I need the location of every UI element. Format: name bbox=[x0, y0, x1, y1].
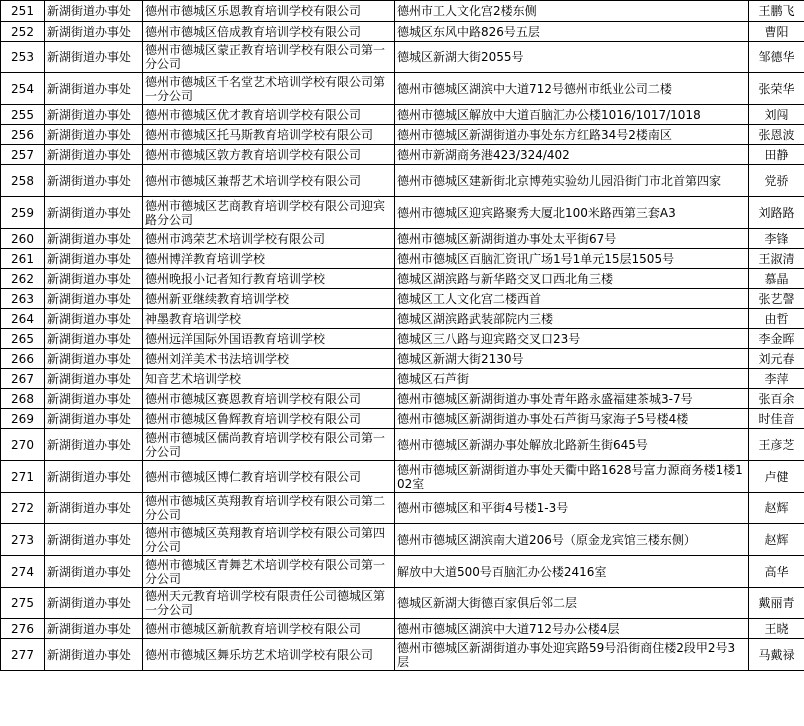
contact-cell: 曹阳 bbox=[749, 22, 804, 42]
row-number: 257 bbox=[1, 145, 45, 165]
row-number: 272 bbox=[1, 493, 45, 524]
contact-cell: 张艺謦 bbox=[749, 289, 804, 309]
office-cell: 新湖街道办事处 bbox=[45, 556, 143, 588]
table-row bbox=[1, 461, 804, 493]
office-cell: 新湖街道办事处 bbox=[45, 269, 143, 289]
row-number: 275 bbox=[1, 588, 45, 619]
school-name-cell: 德州市德城区博仁教育培训学校有限公司 bbox=[143, 461, 395, 493]
table-row bbox=[1, 73, 804, 105]
table-row bbox=[1, 105, 804, 125]
address-cell: 德州市德城区湖滨南大道206号（原金龙宾馆三楼东侧） bbox=[395, 524, 749, 556]
table-row bbox=[1, 1, 804, 22]
address-cell: 德城区新湖大街2055号 bbox=[395, 42, 749, 73]
table-row bbox=[1, 229, 804, 249]
school-name-cell: 德州市德城区新航教育培训学校有限公司 bbox=[143, 619, 395, 639]
row-number: 255 bbox=[1, 105, 45, 125]
contact-cell: 王鹏飞 bbox=[749, 1, 804, 22]
office-cell: 新湖街道办事处 bbox=[45, 461, 143, 493]
address-cell: 德城区新湖大街2130号 bbox=[395, 349, 749, 369]
school-name-cell: 德州市德城区敦方教育培训学校有限公司 bbox=[143, 145, 395, 165]
address-cell: 解放中大道500号百脑汇办公楼2416室 bbox=[395, 556, 749, 588]
office-cell: 新湖街道办事处 bbox=[45, 1, 143, 22]
table-row bbox=[1, 493, 804, 524]
contact-cell: 由哲 bbox=[749, 309, 804, 329]
address-cell: 德州市德城区新湖街道办事处青年路永盛福建茶城3-7号 bbox=[395, 389, 749, 409]
school-name-cell: 德州市德城区艺商教育培训学校有限公司迎宾路分公司 bbox=[143, 197, 395, 229]
table-row bbox=[1, 249, 804, 269]
table-row bbox=[1, 42, 804, 73]
school-name-cell: 德州博洋教育培训学校 bbox=[143, 249, 395, 269]
row-number: 260 bbox=[1, 229, 45, 249]
contact-cell: 李锋 bbox=[749, 229, 804, 249]
contact-cell: 高华 bbox=[749, 556, 804, 588]
address-cell: 德城区湖滨路与新华路交叉口西北角三楼 bbox=[395, 269, 749, 289]
office-cell: 新湖街道办事处 bbox=[45, 389, 143, 409]
address-cell: 德州市德城区百脑汇资讯广场1号1单元15层1505号 bbox=[395, 249, 749, 269]
address-cell: 德州市德城区新湖办事处解放北路新生街645号 bbox=[395, 429, 749, 461]
office-cell: 新湖街道办事处 bbox=[45, 125, 143, 145]
table-row bbox=[1, 429, 804, 461]
table-row bbox=[1, 409, 804, 429]
row-number: 251 bbox=[1, 1, 45, 22]
office-cell: 新湖街道办事处 bbox=[45, 145, 143, 165]
office-cell: 新湖街道办事处 bbox=[45, 22, 143, 42]
contact-cell: 田静 bbox=[749, 145, 804, 165]
school-name-cell: 知音艺术培训学校 bbox=[143, 369, 395, 389]
row-number: 268 bbox=[1, 389, 45, 409]
office-cell: 新湖街道办事处 bbox=[45, 369, 143, 389]
address-cell: 德城区新湖大街德百家俱后邻二层 bbox=[395, 588, 749, 619]
table-row bbox=[1, 369, 804, 389]
contact-cell: 戴丽青 bbox=[749, 588, 804, 619]
school-name-cell: 德州刘洋美术书法培训学校 bbox=[143, 349, 395, 369]
address-cell: 德州市德城区新湖街道办事处太平街67号 bbox=[395, 229, 749, 249]
table-row bbox=[1, 145, 804, 165]
row-number: 271 bbox=[1, 461, 45, 493]
contact-cell: 张百余 bbox=[749, 389, 804, 409]
contact-cell: 时佳音 bbox=[749, 409, 804, 429]
school-name-cell: 德州市德城区舞乐坊艺术培训学校有限公司 bbox=[143, 639, 395, 671]
row-number: 265 bbox=[1, 329, 45, 349]
contact-cell: 张荣华 bbox=[749, 73, 804, 105]
contact-cell: 赵辉 bbox=[749, 493, 804, 524]
school-name-cell: 神墨教育培训学校 bbox=[143, 309, 395, 329]
table-row bbox=[1, 639, 804, 671]
table-row bbox=[1, 524, 804, 556]
school-name-cell: 德州新亚继续教育培训学校 bbox=[143, 289, 395, 309]
office-cell: 新湖街道办事处 bbox=[45, 493, 143, 524]
school-name-cell: 德州市德城区儒尚教育培训学校有限公司第一分公司 bbox=[143, 429, 395, 461]
address-cell: 德城区湖滨路武装部院内三楼 bbox=[395, 309, 749, 329]
school-name-cell: 德州市德城区赛恩教育培训学校有限公司 bbox=[143, 389, 395, 409]
office-cell: 新湖街道办事处 bbox=[45, 229, 143, 249]
address-cell: 德城区东风中路826号五层 bbox=[395, 22, 749, 42]
contact-cell: 党骄 bbox=[749, 165, 804, 197]
office-cell: 新湖街道办事处 bbox=[45, 588, 143, 619]
address-cell: 德州市德城区解放中大道百脑汇办公楼1016/1017/1018 bbox=[395, 105, 749, 125]
contact-cell: 王淑清 bbox=[749, 249, 804, 269]
row-number: 258 bbox=[1, 165, 45, 197]
school-name-cell: 德州市鸿荣艺术培训学校有限公司 bbox=[143, 229, 395, 249]
address-cell: 德州市德城区新湖街道办事处石芦街马家海子5号楼4楼 bbox=[395, 409, 749, 429]
table-row bbox=[1, 22, 804, 42]
school-name-cell: 德州市德城区托马斯教育培训学校有限公司 bbox=[143, 125, 395, 145]
contact-cell: 慕晶 bbox=[749, 269, 804, 289]
address-cell: 德城区工人文化宫二楼西首 bbox=[395, 289, 749, 309]
address-cell: 德州市德城区建新街北京博苑实验幼儿园沿街门市北首第四家 bbox=[395, 165, 749, 197]
school-name-cell: 德州市德城区倍成教育培训学校有限公司 bbox=[143, 22, 395, 42]
school-name-cell: 德州市德城区鲁辉教育培训学校有限公司 bbox=[143, 409, 395, 429]
address-cell: 德州市德城区新湖街道办事处迎宾路59号沿街商住楼2段甲2号3层 bbox=[395, 639, 749, 671]
contact-cell: 刘闯 bbox=[749, 105, 804, 125]
office-cell: 新湖街道办事处 bbox=[45, 42, 143, 73]
school-name-cell: 德州市德城区蒙正教育培训学校有限公司第一分公司 bbox=[143, 42, 395, 73]
school-name-cell: 德州市德城区优才教育培训学校有限公司 bbox=[143, 105, 395, 125]
table-row bbox=[1, 329, 804, 349]
contact-cell: 王彦芝 bbox=[749, 429, 804, 461]
table-row bbox=[1, 556, 804, 588]
row-number: 253 bbox=[1, 42, 45, 73]
office-cell: 新湖街道办事处 bbox=[45, 165, 143, 197]
table-row bbox=[1, 389, 804, 409]
address-cell: 德城区石芦街 bbox=[395, 369, 749, 389]
address-cell: 德州市德城区新湖街道办事处天衢中路1628号富力源商务楼1楼102室 bbox=[395, 461, 749, 493]
row-number: 267 bbox=[1, 369, 45, 389]
address-cell: 德州市德城区湖滨中大道712号办公楼4层 bbox=[395, 619, 749, 639]
row-number: 261 bbox=[1, 249, 45, 269]
table-row bbox=[1, 165, 804, 197]
school-name-cell: 德州天元教育培训学校有限责任公司德城区第一分公司 bbox=[143, 588, 395, 619]
row-number: 266 bbox=[1, 349, 45, 369]
row-number: 252 bbox=[1, 22, 45, 42]
row-number: 256 bbox=[1, 125, 45, 145]
table-row bbox=[1, 289, 804, 309]
row-number: 273 bbox=[1, 524, 45, 556]
row-number: 262 bbox=[1, 269, 45, 289]
office-cell: 新湖街道办事处 bbox=[45, 619, 143, 639]
contact-cell: 刘路路 bbox=[749, 197, 804, 229]
row-number: 269 bbox=[1, 409, 45, 429]
contact-cell: 赵辉 bbox=[749, 524, 804, 556]
table-row bbox=[1, 619, 804, 639]
contact-cell: 李金晖 bbox=[749, 329, 804, 349]
school-name-cell: 德州市德城区英翔教育培训学校有限公司第四分公司 bbox=[143, 524, 395, 556]
contact-cell: 李萍 bbox=[749, 369, 804, 389]
table-row bbox=[1, 588, 804, 619]
office-cell: 新湖街道办事处 bbox=[45, 197, 143, 229]
row-number: 276 bbox=[1, 619, 45, 639]
school-name-cell: 德州市德城区千名堂艺术培训学校有限公司第一分公司 bbox=[143, 73, 395, 105]
school-name-cell: 德州晚报小记者知行教育培训学校 bbox=[143, 269, 395, 289]
address-cell: 德州市德城区迎宾路聚秀大厦北100米路西第三套A3 bbox=[395, 197, 749, 229]
row-number: 270 bbox=[1, 429, 45, 461]
address-cell: 德州市新湖商务港423/324/402 bbox=[395, 145, 749, 165]
office-cell: 新湖街道办事处 bbox=[45, 329, 143, 349]
row-number: 264 bbox=[1, 309, 45, 329]
office-cell: 新湖街道办事处 bbox=[45, 524, 143, 556]
row-number: 274 bbox=[1, 556, 45, 588]
address-cell: 德州市德城区新湖街道办事处东方红路34号2楼南区 bbox=[395, 125, 749, 145]
contact-cell: 张恩波 bbox=[749, 125, 804, 145]
row-number: 263 bbox=[1, 289, 45, 309]
contact-cell: 卢健 bbox=[749, 461, 804, 493]
table-row bbox=[1, 125, 804, 145]
contact-cell: 刘元春 bbox=[749, 349, 804, 369]
address-cell: 德州市德城区湖滨中大道712号德州市纸业公司二楼 bbox=[395, 73, 749, 105]
office-cell: 新湖街道办事处 bbox=[45, 105, 143, 125]
table-row bbox=[1, 269, 804, 289]
contact-cell: 王晓 bbox=[749, 619, 804, 639]
address-cell: 德州市德城区和平街4号楼1-3号 bbox=[395, 493, 749, 524]
office-cell: 新湖街道办事处 bbox=[45, 289, 143, 309]
office-cell: 新湖街道办事处 bbox=[45, 409, 143, 429]
row-number: 277 bbox=[1, 639, 45, 671]
school-name-cell: 德州远洋国际外国语教育培训学校 bbox=[143, 329, 395, 349]
contact-cell: 马戴禄 bbox=[749, 639, 804, 671]
office-cell: 新湖街道办事处 bbox=[45, 639, 143, 671]
row-number: 259 bbox=[1, 197, 45, 229]
table-row bbox=[1, 349, 804, 369]
row-number: 254 bbox=[1, 73, 45, 105]
school-name-cell: 德州市德城区乐恩教育培训学校有限公司 bbox=[143, 1, 395, 22]
office-cell: 新湖街道办事处 bbox=[45, 349, 143, 369]
contact-cell: 邹德华 bbox=[749, 42, 804, 73]
address-cell: 德州市工人文化宫2楼东侧 bbox=[395, 1, 749, 22]
office-cell: 新湖街道办事处 bbox=[45, 73, 143, 105]
table-body bbox=[1, 1, 804, 671]
school-name-cell: 德州市德城区青舞艺术培训学校有限公司第一分公司 bbox=[143, 556, 395, 588]
school-name-cell: 德州市德城区兼帮艺术培训学校有限公司 bbox=[143, 165, 395, 197]
office-cell: 新湖街道办事处 bbox=[45, 249, 143, 269]
table-row bbox=[1, 309, 804, 329]
office-cell: 新湖街道办事处 bbox=[45, 309, 143, 329]
office-cell: 新湖街道办事处 bbox=[45, 429, 143, 461]
school-name-cell: 德州市德城区英翔教育培训学校有限公司第二分公司 bbox=[143, 493, 395, 524]
table-row bbox=[1, 197, 804, 229]
address-cell: 德城区三八路与迎宾路交叉口23号 bbox=[395, 329, 749, 349]
